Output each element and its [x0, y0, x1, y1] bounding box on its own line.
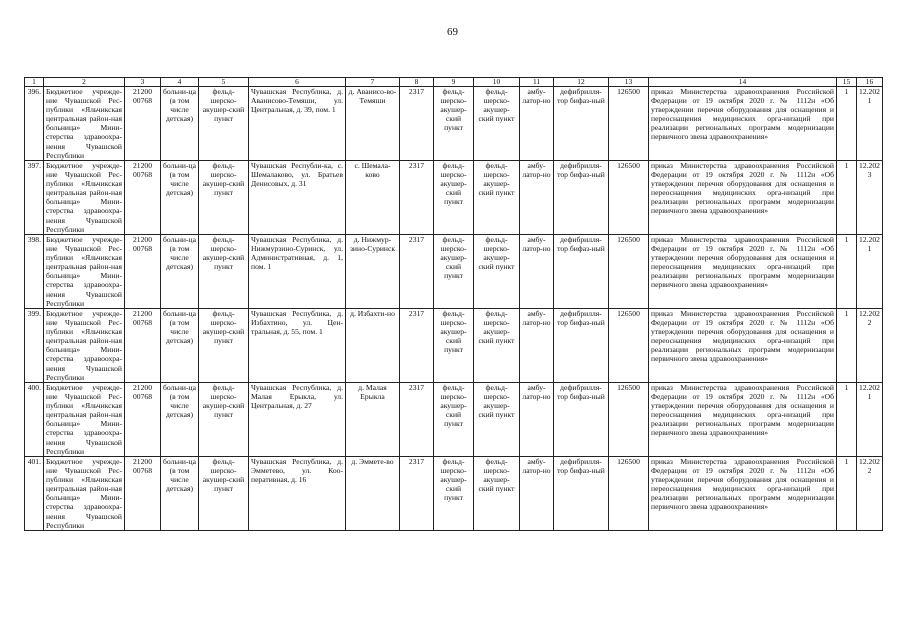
column-number-2: 2	[44, 78, 125, 87]
unit-type: фельд-шерско-акушер-ский пункт	[199, 87, 249, 161]
address: Чувашская Республика, д. Малая Ерыкла, ул. Центральная, д. 27	[249, 383, 346, 457]
delivery-date: 12.2023	[857, 161, 883, 235]
column-8-value: 2317	[400, 161, 434, 235]
facility-type: больни-ца (в том числе детская)	[161, 309, 199, 383]
organization-name: Бюджетное учрежде-ние Чувашской Рес-публики «Яльчикская центральная район-ная больница» Мини-стерства здравоохра-нения Чувашской Республики	[44, 457, 125, 531]
unit-type: фельд-шерско-акушер-ский пункт	[199, 383, 249, 457]
organization-name: Бюджетное учрежде-ние Чувашской Рес-публики «Яльчикская центральная район-ная больница» Мини-стерства здравоохра-нения Чувашской Республики	[44, 161, 125, 235]
column-13-value: 126500	[609, 161, 649, 235]
row-number: 400.	[25, 383, 44, 457]
equipment-name: дефибрилля-тор бифаз-ный	[554, 161, 609, 235]
org-code: 21200 00768	[125, 161, 161, 235]
page-number: 69	[447, 26, 458, 38]
org-code: 21200 00768	[125, 309, 161, 383]
unit-type: фельд-шерско-акушер-ский пункт	[199, 457, 249, 531]
column-9-value: фельд-шерско-акушер-ский пункт	[434, 161, 474, 235]
address: Чувашская Республика, д. Эмметево, ул. Коо-перативная, д. 16	[249, 457, 346, 531]
regulation-reference: приказ Министерства здравоохранения Российской Федерации от 19 октября 2020 г. № 1112н «Об утверждении перечня оборудования для оснащения и переоснащения медицинских орга-низаций при реализации региональных программ модернизации первичного звена здравоохранения»	[649, 87, 837, 161]
row-number: 401.	[25, 457, 44, 531]
organization-name: Бюджетное учрежде-ние Чувашской Рес-публики «Яльчикская центральная район-ная больница» Мини-стерства здравоохра-нения Чувашской Республики	[44, 383, 125, 457]
facility-type: больни-ца (в том числе детская)	[161, 235, 199, 309]
facility-type: больни-ца (в том числе детская)	[161, 457, 199, 531]
unit-type: фельд-шерско-акушер-ский пункт	[199, 235, 249, 309]
row-number: 397.	[25, 161, 44, 235]
column-number-14: 14	[649, 78, 837, 87]
column-number-1: 1	[25, 78, 44, 87]
organization-name: Бюджетное учрежде-ние Чувашской Рес-публики «Яльчикская центральная район-ная больница» Мини-стерства здравоохра-нения Чувашской Республики	[44, 87, 125, 161]
equipment-name: дефибрилля-тор бифаз-ный	[554, 309, 609, 383]
facility-type: больни-ца (в том числе детская)	[161, 161, 199, 235]
address: Чувашская Республи-ка, с. Шемалаково, ул. Братьев Денисовых, д. 31	[249, 161, 346, 235]
quantity: 1	[837, 161, 857, 235]
column-8-value: 2317	[400, 457, 434, 531]
care-condition: амбу-латор-но	[520, 161, 554, 235]
locality: с. Шемала-ково	[346, 161, 400, 235]
care-condition: амбу-латор-но	[520, 87, 554, 161]
locality: д. Аванисо-во-Темяши	[346, 87, 400, 161]
row-number: 396.	[25, 87, 44, 161]
quantity: 1	[837, 235, 857, 309]
regulation-reference: приказ Министерства здравоохранения Российской Федерации от 19 октября 2020 г. № 1112н «Об утверждении перечня оборудования для оснащения и переоснащения медицинских орга-низаций при реализации региональных программ модернизации первичного звена здравоохранения»	[649, 161, 837, 235]
organization-name: Бюджетное учрежде-ние Чувашской Рес-публики «Яльчикская центральная район-ная больница» Мини-стерства здравоохра-нения Чувашской Республики	[44, 235, 125, 309]
column-10-value: фельд-шерско-акушер-ский пункт	[474, 383, 520, 457]
column-number-13: 13	[609, 78, 649, 87]
table-body	[25, 78, 883, 531]
regulation-reference: приказ Министерства здравоохранения Российской Федерации от 19 октября 2020 г. № 1112н «Об утверждении перечня оборудования для оснащения и переоснащения медицинских орга-низаций при реализации региональных программ модернизации первичного звена здравоохранения»	[649, 309, 837, 383]
table-row	[25, 309, 883, 383]
column-9-value: фельд-шерско-акушер-ский пункт	[434, 235, 474, 309]
column-number-9: 9	[434, 78, 474, 87]
column-9-value: фельд-шерско-акушер-ский пункт	[434, 309, 474, 383]
equipment-table	[24, 77, 883, 531]
table-row	[25, 235, 883, 309]
care-condition: амбу-латор-но	[520, 235, 554, 309]
quantity: 1	[837, 457, 857, 531]
column-13-value: 126500	[609, 383, 649, 457]
care-condition: амбу-латор-но	[520, 309, 554, 383]
column-number-16: 16	[857, 78, 883, 87]
org-code: 21200 00768	[125, 457, 161, 531]
organization-name: Бюджетное учрежде-ние Чувашской Рес-публики «Яльчикская центральная район-ная больница» Мини-стерства здравоохра-нения Чувашской Республики	[44, 309, 125, 383]
column-number-7: 7	[346, 78, 400, 87]
unit-type: фельд-шерско-акушер-ский пункт	[199, 161, 249, 235]
column-number-6: 6	[249, 78, 346, 87]
quantity: 1	[837, 87, 857, 161]
table-row	[25, 161, 883, 235]
equipment-name: дефибрилля-тор бифаз-ный	[554, 87, 609, 161]
equipment-name: дефибрилля-тор бифаз-ный	[554, 235, 609, 309]
regulation-reference: приказ Министерства здравоохранения Российской Федерации от 19 октября 2020 г. № 1112н «Об утверждении перечня оборудования для оснащения и переоснащения медицинских орга-низаций при реализации региональных программ модернизации первичного звена здравоохранения»	[649, 457, 837, 531]
column-8-value: 2317	[400, 235, 434, 309]
table-row	[25, 383, 883, 457]
column-number-8: 8	[400, 78, 434, 87]
quantity: 1	[837, 383, 857, 457]
regulation-reference: приказ Министерства здравоохранения Российской Федерации от 19 октября 2020 г. № 1112н «Об утверждении перечня оборудования для оснащения и переоснащения медицинских орга-низаций при реализации региональных программ модернизации первичного звена здравоохранения»	[649, 235, 837, 309]
locality: д. Избахти-но	[346, 309, 400, 383]
column-10-value: фельд-шерско-акушер-ский пункт	[474, 457, 520, 531]
column-9-value: фельд-шерско-акушер-ский пункт	[434, 457, 474, 531]
column-13-value: 126500	[609, 87, 649, 161]
locality: д. Нижмур-зино-Суринск	[346, 235, 400, 309]
row-number: 398.	[25, 235, 44, 309]
row-number: 399.	[25, 309, 44, 383]
column-number-10: 10	[474, 78, 520, 87]
column-8-value: 2317	[400, 383, 434, 457]
column-number-11: 11	[520, 78, 554, 87]
column-10-value: фельд-шерско-акушер-ский пункт	[474, 161, 520, 235]
delivery-date: 12.2021	[857, 383, 883, 457]
column-8-value: 2317	[400, 309, 434, 383]
org-code: 21200 00768	[125, 235, 161, 309]
equipment-name: дефибрилля-тор бифаз-ный	[554, 383, 609, 457]
care-condition: амбу-латор-но	[520, 383, 554, 457]
column-10-value: фельд-шерско-акушер-ский пункт	[474, 235, 520, 309]
facility-type: больни-ца (в том числе детская)	[161, 87, 199, 161]
column-9-value: фельд-шерско-акушер-ский пункт	[434, 383, 474, 457]
column-number-15: 15	[837, 78, 857, 87]
column-10-value: фельд-шерско-акушер-ский пункт	[474, 309, 520, 383]
address: Чувашская Республика, д. Избахтино, ул. Цен-тральная, д. 55, пом. 1	[249, 309, 346, 383]
quantity: 1	[837, 309, 857, 383]
table-row	[25, 457, 883, 531]
locality: д. Малая Ерыкла	[346, 383, 400, 457]
column-number-row	[25, 78, 883, 87]
table-row	[25, 87, 883, 161]
care-condition: амбу-латор-но	[520, 457, 554, 531]
column-13-value: 126500	[609, 457, 649, 531]
address: Чувашская Республика, д. Нижмурзино-Суринск, ул. Административная, д. 1, пом. 1	[249, 235, 346, 309]
regulation-reference: приказ Министерства здравоохранения Российской Федерации от 19 октября 2020 г. № 1112н «Об утверждении перечня оборудования для оснащения и переоснащения медицинских орга-низаций при реализации региональных программ модернизации первичного звена здравоохранения»	[649, 383, 837, 457]
column-13-value: 126500	[609, 235, 649, 309]
delivery-date: 12.2022	[857, 457, 883, 531]
unit-type: фельд-шерско-акушер-ский пункт	[199, 309, 249, 383]
delivery-date: 12.2021	[857, 235, 883, 309]
column-number-4: 4	[161, 78, 199, 87]
column-10-value: фельд-шерско-акушер-ский пункт	[474, 87, 520, 161]
delivery-date: 12.2022	[857, 309, 883, 383]
address: Чувашская Республика, д. Аванисово-Темяши, ул. Центральная, д. 39, пом. 1	[249, 87, 346, 161]
org-code: 21200 00768	[125, 87, 161, 161]
column-number-5: 5	[199, 78, 249, 87]
column-number-12: 12	[554, 78, 609, 87]
equipment-name: дефибрилля-тор бифаз-ный	[554, 457, 609, 531]
column-8-value: 2317	[400, 87, 434, 161]
facility-type: больни-ца (в том числе детская)	[161, 383, 199, 457]
column-9-value: фельд-шерско-акушер-ский пункт	[434, 87, 474, 161]
delivery-date: 12.2021	[857, 87, 883, 161]
column-13-value: 126500	[609, 309, 649, 383]
column-number-3: 3	[125, 78, 161, 87]
org-code: 21200 00768	[125, 383, 161, 457]
locality: д. Эммете-во	[346, 457, 400, 531]
